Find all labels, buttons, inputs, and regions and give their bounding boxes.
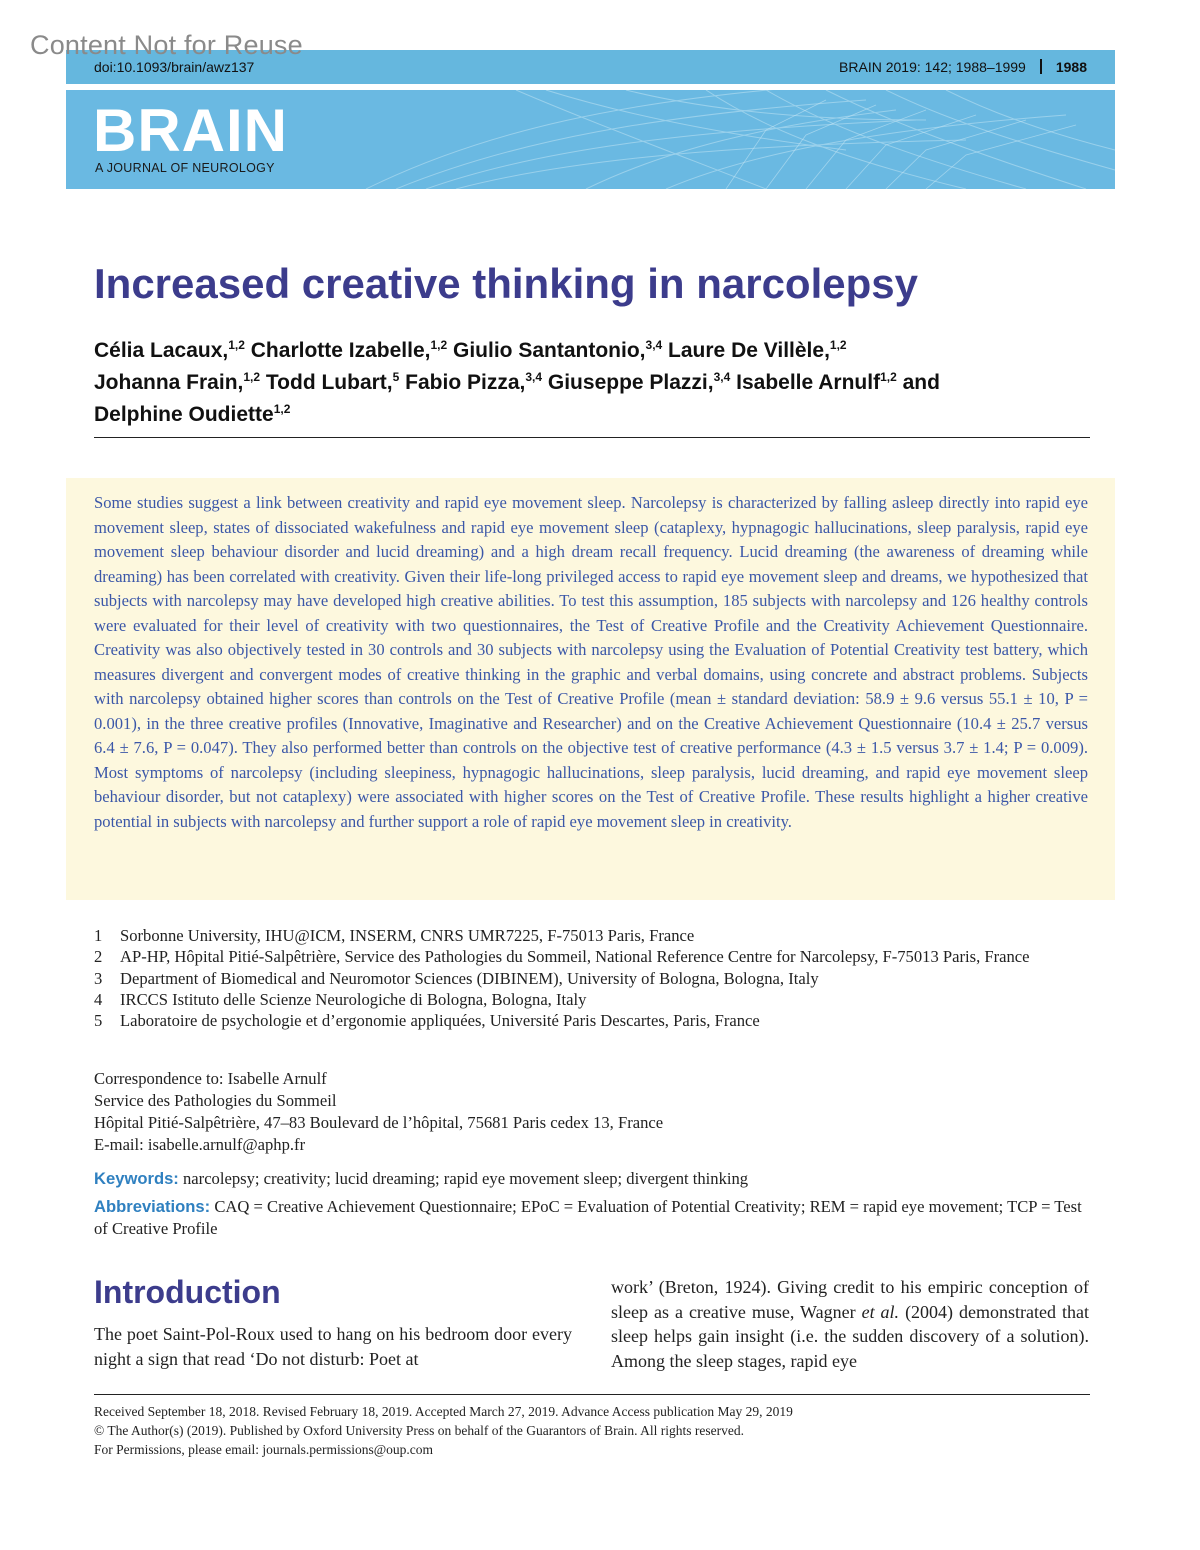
affiliation-number: 5 [94,1011,103,1031]
intro-left-column: The poet Saint-Pol-Roux used to hang on his bedroom door every night a sign that read ‘Do not disturb: Poet at [94,1324,572,1369]
abstract-text: Some studies suggest a link between creativity and rapid eye movement sleep. Narcolepsy is characterized by falling asleep directly into rapid eye movement sleep, states of dissociated wakefulness and rapid eye movement sleep (cataplexy, hypnagogic hallucinations, sleep paralysis, rapid eye movement sleep behaviour disorder and lucid dreaming) and a high dream recall frequency. Lucid dreaming (the awareness of dreaming while dreaming) has been correlated with creativity. Given their life-long privileged access to rapid eye movement sleep and dreams, we hypothesized that subjects with narcolepsy may have developed high creative abilities. To test this assumption, 185 subjects with narcolepsy and 126 healthy controls were evaluated for their level of creativity with two questionnaires, the Test of Creative Profile and the Creativity Achievement Questionnaire. Creativity was also objectively tested in 30 controls and 30 subjects with narcolepsy using the Evaluation of Potential Creativity test battery, which measures divergent and convergent modes of creative thinking in the graphic and verbal domains, using concrete and abstract problems. Subjects with narcolepsy obtained higher scores than controls on the Test of Creative Profile (mean ± standard deviation: 58.9 ± 9.6 versus 55.1 ± 10, P = 0.001), in the three creative profiles (Innovative, Imaginative and Researcher) and on the Creative Achievement Questionnaire (10.4 ± 25.7 versus 6.4 ± 7.6, P = 0.047). They also performed better than controls on the objective test of creative performance (4.3 ± 1.5 versus 3.7 ± 1.4; P = 0.009). Most symptoms of narcolepsy (including sleepiness, hypnagogic hallucinations, sleep paralysis, lucid dreaming, and rapid eye movement sleep behaviour disorder, but not cataplexy) were associated with higher scores on the Test of Creative Profile. These results highlight a higher creative potential in subjects with narcolepsy and further support a role of rapid eye movement sleep in creativity. [94,493,1088,831]
affiliation-text: Laboratoire de psychologie et d’ergonomie appliquées, Université Paris Descartes, Paris, France [120,1011,760,1031]
author-affiliation: 1,2 [880,370,897,384]
affiliation-list [94,925,1090,1031]
intro-right-column [611,1275,1089,1373]
keywords-label: Keywords: [94,1169,179,1188]
abbreviations-text: CAQ = Creative Achievement Questionnaire; EPoC = Evaluation of Potential Creativity; REM = rapid eye movement; TCP = Test of Creative Profile [94,1197,1082,1238]
journal-banner [66,90,1115,189]
affiliation-item [94,925,1090,946]
author-affiliation: 1,2 [228,338,245,352]
correspondence-line: Hôpital Pitié-Salpêtrière, 47–83 Boulevard de l’hôpital, 75681 Paris cedex 13, France [94,1113,664,1132]
correspondence-line: Service des Pathologies du Sommeil [94,1091,337,1110]
page-number: 1988 [1055,59,1087,75]
affiliation-number: 2 [94,947,103,967]
affiliation-text: Sorbonne University, IHU@ICM, INSERM, CNRS UMR7225, F-75013 Paris, France [120,926,695,945]
author-name: Laure De Villèle, [668,339,830,362]
keywords-text: narcolepsy; creativity; lucid dreaming; rapid eye movement sleep; divergent thinking [183,1169,749,1188]
footer-dates: Received September 18, 2018. Revised February 18, 2019. Accepted March 27, 2019. Advance Access publication May 29, 2019 [94,1404,793,1419]
abstract-box [66,478,1115,900]
footer-copyright: © The Author(s) (2019). Published by Oxford University Press on behalf of the Guarantors of Brain. All rights reserved. [94,1423,745,1438]
intro-right-text-cont: (2004) demonstrated that sleep helps gain insight (i.e. the sudden discovery of a solution). Among the sleep stages, rapid eye [611,1301,1089,1371]
citation-text: BRAIN 2019: 142; 1988–1999 [839,59,1026,75]
author-affiliation: 1,2 [829,338,847,352]
publication-footer [94,1402,1090,1459]
title-divider [94,437,1090,438]
citation-separator [1040,59,1042,74]
author-name: Isabelle Arnulf [736,371,881,394]
affiliation-text: Department of Biomedical and Neuromotor Sciences (DIBINEM), University of Bologna, Bologna, Italy [120,968,819,988]
doi-text: doi:10.1093/brain/awz137 [94,59,255,75]
author-list [94,332,1094,428]
affiliation-item [94,1010,1090,1031]
affiliation-text: AP-HP, Hôpital Pitié-Salpêtrière, Service des Pathologies du Sommeil, National Reference Centre for Narcolepsy, F-75013 Paris, France [120,947,1030,967]
footer-divider [94,1394,1090,1395]
correspondence-block [94,1068,1090,1156]
affiliation-number: 1 [94,926,103,945]
correspondence-line: Correspondence to: Isabelle Arnulf [94,1069,327,1088]
affiliation-item [94,968,1090,989]
author-affiliation: 3,4 [525,370,543,384]
article-title: Increased creative thinking in narcolepsy [94,260,918,307]
author-affiliation: 5 [392,370,400,384]
author-name: Johanna Frain, [94,371,244,394]
correspondence-email: E-mail: isabelle.arnulf@aphp.fr [94,1135,306,1154]
author-name: Delphine Oudiette [94,403,274,426]
author-name: Charlotte Izabelle, [250,339,431,362]
affiliation-number: 3 [94,968,103,988]
author-name: Todd Lubart, [265,371,393,394]
introduction-heading: Introduction [94,1274,281,1310]
journal-logo: BRAIN [93,97,288,164]
author-affiliation: 1,2 [273,402,291,416]
intro-right-etal: et al. [861,1301,900,1322]
author-name: Célia Lacaux, [94,339,229,362]
author-affiliation: 1,2 [430,338,448,352]
citation [839,59,1087,75]
author-affiliation: 1,2 [243,370,261,384]
abbreviations-line [94,1196,1090,1240]
author-name: Giulio Santantonio, [453,339,646,362]
watermark-text: Content Not for Reuse [30,30,303,60]
affiliation-number: 4 [94,989,103,1009]
footer-permissions: For Permissions, please email: journals.permissions@oup.com [94,1442,434,1457]
journal-subtitle: A JOURNAL OF NEUROLOGY [95,161,275,175]
keywords-line [94,1168,1090,1190]
author-affiliation: 3,4 [713,370,731,384]
affiliation-text: IRCCS Istituto delle Scienze Neurologiche di Bologna, Bologna, Italy [120,989,587,1009]
affiliation-item [94,946,1090,967]
author-affiliation: 3,4 [645,338,663,352]
abbreviations-label: Abbreviations: [94,1197,211,1216]
author-name: Fabio Pizza, [405,371,526,394]
intro-right-text: work’ (Breton, 1924). Giving credit to his empiric conception of sleep as a creative muse, Wagner [611,1277,1089,1322]
affiliation-item [94,989,1090,1010]
author-name: Giuseppe Plazzi, [547,371,714,394]
author-and: and [902,371,940,394]
